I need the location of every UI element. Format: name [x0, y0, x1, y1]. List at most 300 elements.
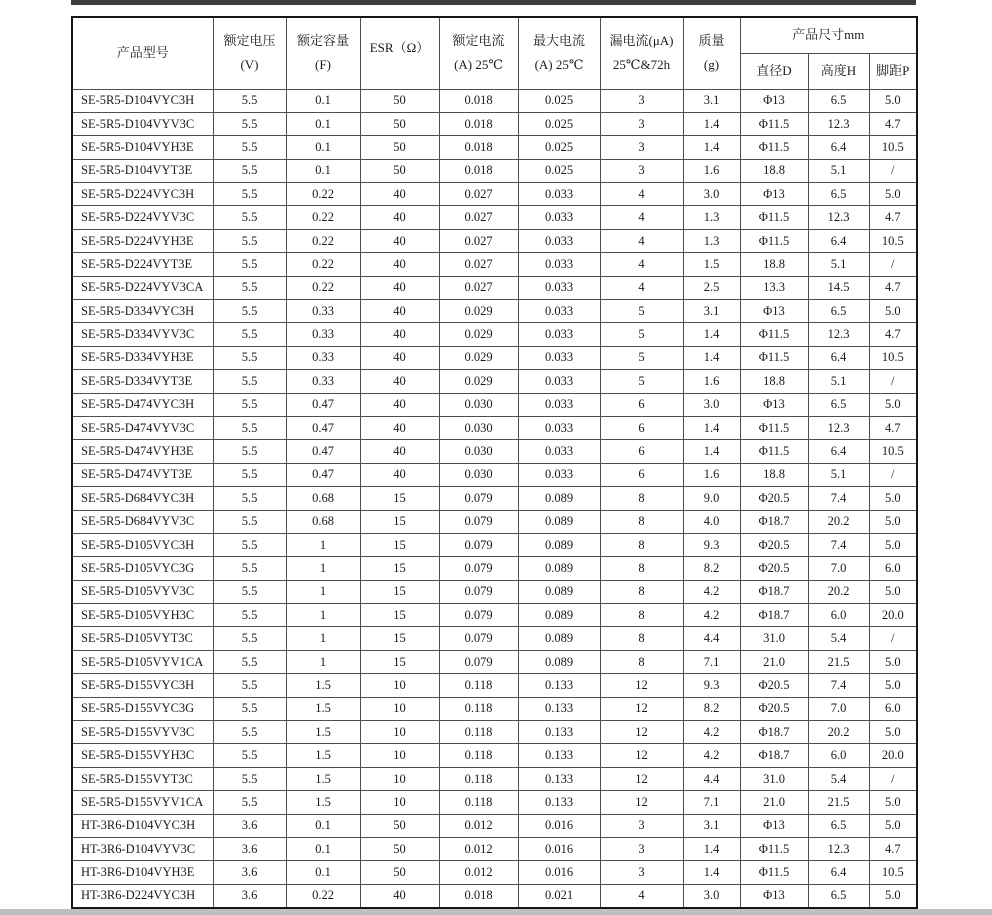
diameter-cell: Φ11.5 — [740, 112, 808, 135]
rated-current-cell: 0.029 — [439, 346, 518, 369]
esr-cell: 10 — [360, 744, 439, 767]
model-cell: SE-5R5-D155VYC3G — [72, 697, 213, 720]
rated-current-cell: 0.030 — [439, 393, 518, 416]
model-cell: SE-5R5-D224VYH3E — [72, 229, 213, 252]
max-current-cell: 0.033 — [518, 416, 600, 439]
mass-cell: 1.4 — [683, 346, 740, 369]
capacitance-cell: 1 — [286, 627, 360, 650]
height-cell: 7.0 — [808, 557, 869, 580]
mass-cell: 4.2 — [683, 721, 740, 744]
diameter-cell: 18.8 — [740, 253, 808, 276]
table-row — [72, 767, 917, 790]
rated-current-cell: 0.118 — [439, 697, 518, 720]
rated-current-cell: 0.079 — [439, 557, 518, 580]
table-row — [72, 229, 917, 252]
diameter-cell: Φ20.5 — [740, 697, 808, 720]
leakage-current-cell: 4 — [600, 884, 683, 907]
esr-cell: 50 — [360, 136, 439, 159]
model-cell: SE-5R5-D334VYC3H — [72, 300, 213, 323]
height-cell: 5.1 — [808, 253, 869, 276]
esr-cell: 40 — [360, 253, 439, 276]
mass-cell: 4.4 — [683, 767, 740, 790]
height-cell: 21.5 — [808, 791, 869, 814]
pin-pitch-cell: / — [869, 253, 917, 276]
spec-table-body — [72, 89, 917, 908]
diameter-cell: Φ11.5 — [740, 323, 808, 346]
model-cell: SE-5R5-D474VYH3E — [72, 440, 213, 463]
table-header — [72, 17, 917, 89]
rated-current-cell: 0.030 — [439, 416, 518, 439]
diameter-cell: Φ20.5 — [740, 674, 808, 697]
model-cell: SE-5R5-D474VYT3E — [72, 463, 213, 486]
capacitance-cell: 0.47 — [286, 440, 360, 463]
model-cell: SE-5R5-D155VYV1CA — [72, 791, 213, 814]
height-cell: 20.2 — [808, 721, 869, 744]
capacitance-cell: 1 — [286, 580, 360, 603]
leakage-current-cell: 8 — [600, 627, 683, 650]
capacitance-cell: 0.33 — [286, 370, 360, 393]
height-cell: 5.1 — [808, 370, 869, 393]
esr-cell: 15 — [360, 510, 439, 533]
esr-cell: 40 — [360, 229, 439, 252]
esr-cell: 10 — [360, 767, 439, 790]
capacitance-cell: 0.22 — [286, 884, 360, 907]
voltage-cell: 5.5 — [213, 721, 286, 744]
table-row — [72, 416, 917, 439]
header-leakage-current: 漏电流(μA) 25℃&72h — [600, 17, 683, 89]
capacitance-cell: 0.68 — [286, 487, 360, 510]
model-cell: SE-5R5-D155VYC3H — [72, 674, 213, 697]
model-cell: SE-5R5-D105VYH3C — [72, 604, 213, 627]
max-current-cell: 0.021 — [518, 884, 600, 907]
capacitance-cell: 1 — [286, 650, 360, 673]
table-row — [72, 487, 917, 510]
model-cell: HT-3R6-D104VYH3E — [72, 861, 213, 884]
leakage-current-cell: 3 — [600, 838, 683, 861]
model-cell: SE-5R5-D155VYV3C — [72, 721, 213, 744]
rated-current-cell: 0.118 — [439, 744, 518, 767]
pin-pitch-cell: / — [869, 767, 917, 790]
table-row — [72, 744, 917, 767]
pin-pitch-cell: / — [869, 370, 917, 393]
header-dimensions-group: 产品尺寸mm — [740, 17, 917, 53]
diameter-cell: Φ18.7 — [740, 510, 808, 533]
model-cell: SE-5R5-D104VYT3E — [72, 159, 213, 182]
mass-cell: 3.1 — [683, 89, 740, 112]
height-cell: 20.2 — [808, 510, 869, 533]
height-cell: 6.5 — [808, 300, 869, 323]
voltage-cell: 3.6 — [213, 861, 286, 884]
pin-pitch-cell: 5.0 — [869, 721, 917, 744]
voltage-cell: 5.5 — [213, 463, 286, 486]
max-current-cell: 0.033 — [518, 253, 600, 276]
pin-pitch-cell: 5.0 — [869, 884, 917, 907]
header-diameter: 直径D — [740, 53, 808, 89]
table-row — [72, 370, 917, 393]
model-cell: SE-5R5-D224VYV3CA — [72, 276, 213, 299]
max-current-cell: 0.133 — [518, 767, 600, 790]
model-cell: HT-3R6-D104VYC3H — [72, 814, 213, 837]
leakage-current-cell: 6 — [600, 463, 683, 486]
voltage-cell: 5.5 — [213, 650, 286, 673]
diameter-cell: 13.3 — [740, 276, 808, 299]
voltage-cell: 5.5 — [213, 604, 286, 627]
max-current-cell: 0.025 — [518, 136, 600, 159]
model-cell: SE-5R5-D334VYV3C — [72, 323, 213, 346]
diameter-cell: 21.0 — [740, 650, 808, 673]
rated-current-cell: 0.079 — [439, 487, 518, 510]
table-row — [72, 346, 917, 369]
rated-current-cell: 0.029 — [439, 300, 518, 323]
pin-pitch-cell: 10.5 — [869, 229, 917, 252]
voltage-cell: 5.5 — [213, 276, 286, 299]
max-current-cell: 0.089 — [518, 580, 600, 603]
height-cell: 6.0 — [808, 604, 869, 627]
mass-cell: 1.4 — [683, 838, 740, 861]
voltage-cell: 5.5 — [213, 627, 286, 650]
mass-cell: 3.0 — [683, 884, 740, 907]
voltage-cell: 5.5 — [213, 300, 286, 323]
mass-cell: 7.1 — [683, 791, 740, 814]
leakage-current-cell: 8 — [600, 487, 683, 510]
model-cell: SE-5R5-D155VYH3C — [72, 744, 213, 767]
rated-current-cell: 0.079 — [439, 580, 518, 603]
header-rated-current: 额定电流 (A) 25℃ — [439, 17, 518, 89]
esr-cell: 40 — [360, 206, 439, 229]
pin-pitch-cell: 5.0 — [869, 510, 917, 533]
max-current-cell: 0.089 — [518, 487, 600, 510]
capacitance-cell: 0.1 — [286, 861, 360, 884]
esr-cell: 40 — [360, 884, 439, 907]
mass-cell: 3.1 — [683, 300, 740, 323]
model-cell: SE-5R5-D104VYC3H — [72, 89, 213, 112]
diameter-cell: 18.8 — [740, 159, 808, 182]
leakage-current-cell: 12 — [600, 791, 683, 814]
max-current-cell: 0.025 — [518, 112, 600, 135]
esr-cell: 15 — [360, 580, 439, 603]
leakage-current-cell: 12 — [600, 674, 683, 697]
mass-cell: 1.4 — [683, 416, 740, 439]
table-row — [72, 300, 917, 323]
rated-current-cell: 0.118 — [439, 791, 518, 814]
rated-current-cell: 0.018 — [439, 136, 518, 159]
table-row — [72, 557, 917, 580]
esr-cell: 10 — [360, 721, 439, 744]
pin-pitch-cell: 5.0 — [869, 791, 917, 814]
table-row — [72, 253, 917, 276]
max-current-cell: 0.089 — [518, 533, 600, 556]
capacitance-cell: 0.22 — [286, 206, 360, 229]
capacitance-cell: 0.33 — [286, 346, 360, 369]
mass-cell: 2.5 — [683, 276, 740, 299]
capacitance-cell: 0.33 — [286, 300, 360, 323]
rated-current-cell: 0.079 — [439, 650, 518, 673]
rated-current-cell: 0.027 — [439, 206, 518, 229]
capacitance-cell: 1.5 — [286, 721, 360, 744]
mass-cell: 1.4 — [683, 323, 740, 346]
leakage-current-cell: 5 — [600, 370, 683, 393]
voltage-cell: 5.5 — [213, 791, 286, 814]
max-current-cell: 0.089 — [518, 627, 600, 650]
leakage-current-cell: 6 — [600, 416, 683, 439]
pin-pitch-cell: 5.0 — [869, 814, 917, 837]
table-row — [72, 580, 917, 603]
leakage-current-cell: 5 — [600, 323, 683, 346]
max-current-cell: 0.133 — [518, 697, 600, 720]
header-rated-voltage: 额定电压 (V) — [213, 17, 286, 89]
model-cell: HT-3R6-D224VYC3H — [72, 884, 213, 907]
mass-cell: 1.6 — [683, 159, 740, 182]
voltage-cell: 5.5 — [213, 346, 286, 369]
esr-cell: 15 — [360, 650, 439, 673]
voltage-cell: 5.5 — [213, 112, 286, 135]
voltage-cell: 5.5 — [213, 159, 286, 182]
model-cell: SE-5R5-D105VYC3H — [72, 533, 213, 556]
max-current-cell: 0.033 — [518, 440, 600, 463]
capacitance-cell: 0.68 — [286, 510, 360, 533]
max-current-cell: 0.025 — [518, 159, 600, 182]
pin-pitch-cell: 5.0 — [869, 674, 917, 697]
pin-pitch-cell: 5.0 — [869, 393, 917, 416]
rated-current-cell: 0.027 — [439, 276, 518, 299]
mass-cell: 4.0 — [683, 510, 740, 533]
max-current-cell: 0.033 — [518, 370, 600, 393]
mass-cell: 3.0 — [683, 393, 740, 416]
height-cell: 6.5 — [808, 884, 869, 907]
rated-current-cell: 0.018 — [439, 884, 518, 907]
max-current-cell: 0.089 — [518, 510, 600, 533]
model-cell: SE-5R5-D104VYV3C — [72, 112, 213, 135]
header-esr: ESR（Ω） — [360, 17, 439, 89]
height-cell: 5.4 — [808, 627, 869, 650]
mass-cell: 8.2 — [683, 697, 740, 720]
esr-cell: 10 — [360, 674, 439, 697]
capacitance-cell: 1 — [286, 604, 360, 627]
leakage-current-cell: 8 — [600, 557, 683, 580]
height-cell: 6.5 — [808, 89, 869, 112]
max-current-cell: 0.033 — [518, 300, 600, 323]
height-cell: 5.1 — [808, 463, 869, 486]
mass-cell: 1.4 — [683, 136, 740, 159]
esr-cell: 50 — [360, 159, 439, 182]
rated-current-cell: 0.079 — [439, 510, 518, 533]
height-cell: 12.3 — [808, 112, 869, 135]
voltage-cell: 5.5 — [213, 136, 286, 159]
voltage-cell: 5.5 — [213, 370, 286, 393]
model-cell: SE-5R5-D105VYT3C — [72, 627, 213, 650]
diameter-cell: Φ11.5 — [740, 440, 808, 463]
height-cell: 6.5 — [808, 183, 869, 206]
height-cell: 6.5 — [808, 814, 869, 837]
height-cell: 12.3 — [808, 838, 869, 861]
leakage-current-cell: 5 — [600, 300, 683, 323]
voltage-cell: 5.5 — [213, 674, 286, 697]
model-cell: SE-5R5-D684VYV3C — [72, 510, 213, 533]
pin-pitch-cell: / — [869, 463, 917, 486]
esr-cell: 40 — [360, 276, 439, 299]
voltage-cell: 5.5 — [213, 229, 286, 252]
esr-cell: 40 — [360, 323, 439, 346]
diameter-cell: Φ20.5 — [740, 557, 808, 580]
capacitance-cell: 0.1 — [286, 159, 360, 182]
table-row — [72, 136, 917, 159]
model-cell: HT-3R6-D104VYV3C — [72, 838, 213, 861]
header-height: 高度H — [808, 53, 869, 89]
mass-cell: 4.2 — [683, 580, 740, 603]
table-row — [72, 627, 917, 650]
max-current-cell: 0.033 — [518, 229, 600, 252]
esr-cell: 15 — [360, 557, 439, 580]
header-model: 产品型号 — [72, 17, 213, 89]
diameter-cell: Φ20.5 — [740, 487, 808, 510]
max-current-cell: 0.133 — [518, 721, 600, 744]
product-spec-table — [71, 16, 918, 909]
rated-current-cell: 0.118 — [439, 721, 518, 744]
voltage-cell: 5.5 — [213, 557, 286, 580]
mass-cell: 4.2 — [683, 744, 740, 767]
height-cell: 6.4 — [808, 861, 869, 884]
max-current-cell: 0.133 — [518, 674, 600, 697]
table-row — [72, 838, 917, 861]
diameter-cell: Φ11.5 — [740, 136, 808, 159]
diameter-cell: Φ11.5 — [740, 838, 808, 861]
max-current-cell: 0.089 — [518, 557, 600, 580]
leakage-current-cell: 6 — [600, 440, 683, 463]
leakage-current-cell: 3 — [600, 861, 683, 884]
pin-pitch-cell: 10.5 — [869, 136, 917, 159]
model-cell: SE-5R5-D155VYT3C — [72, 767, 213, 790]
max-current-cell: 0.016 — [518, 838, 600, 861]
mass-cell: 1.6 — [683, 463, 740, 486]
model-cell: SE-5R5-D224VYC3H — [72, 183, 213, 206]
model-cell: SE-5R5-D474VYC3H — [72, 393, 213, 416]
height-cell: 7.0 — [808, 697, 869, 720]
max-current-cell: 0.033 — [518, 346, 600, 369]
diameter-cell: Φ20.5 — [740, 533, 808, 556]
esr-cell: 15 — [360, 627, 439, 650]
mass-cell: 3.0 — [683, 183, 740, 206]
header-rated-capacitance: 额定容量 (F) — [286, 17, 360, 89]
table-row — [72, 276, 917, 299]
table-row — [72, 206, 917, 229]
max-current-cell: 0.089 — [518, 650, 600, 673]
esr-cell: 50 — [360, 838, 439, 861]
height-cell: 6.4 — [808, 229, 869, 252]
max-current-cell: 0.089 — [518, 604, 600, 627]
voltage-cell: 5.5 — [213, 89, 286, 112]
model-cell: SE-5R5-D684VYC3H — [72, 487, 213, 510]
pin-pitch-cell: / — [869, 159, 917, 182]
esr-cell: 40 — [360, 183, 439, 206]
leakage-current-cell: 5 — [600, 346, 683, 369]
rated-current-cell: 0.118 — [439, 674, 518, 697]
rated-current-cell: 0.018 — [439, 89, 518, 112]
height-cell: 6.4 — [808, 136, 869, 159]
bottom-page-strip — [0, 909, 992, 915]
max-current-cell: 0.016 — [518, 861, 600, 884]
capacitance-cell: 1.5 — [286, 697, 360, 720]
capacitance-cell: 0.1 — [286, 838, 360, 861]
table-row — [72, 159, 917, 182]
leakage-current-cell: 3 — [600, 814, 683, 837]
max-current-cell: 0.033 — [518, 393, 600, 416]
height-cell: 7.4 — [808, 487, 869, 510]
pin-pitch-cell: 4.7 — [869, 206, 917, 229]
max-current-cell: 0.033 — [518, 183, 600, 206]
capacitance-cell: 0.33 — [286, 323, 360, 346]
mass-cell: 1.5 — [683, 253, 740, 276]
voltage-cell: 5.5 — [213, 206, 286, 229]
table-row — [72, 697, 917, 720]
table-row — [72, 183, 917, 206]
diameter-cell: Φ11.5 — [740, 346, 808, 369]
esr-cell: 50 — [360, 112, 439, 135]
mass-cell: 1.4 — [683, 112, 740, 135]
diameter-cell: Φ13 — [740, 884, 808, 907]
diameter-cell: Φ11.5 — [740, 229, 808, 252]
voltage-cell: 5.5 — [213, 767, 286, 790]
model-cell: SE-5R5-D224VYV3C — [72, 206, 213, 229]
rated-current-cell: 0.012 — [439, 838, 518, 861]
table-row — [72, 533, 917, 556]
mass-cell: 1.6 — [683, 370, 740, 393]
max-current-cell: 0.033 — [518, 323, 600, 346]
pin-pitch-cell: 4.7 — [869, 276, 917, 299]
pin-pitch-cell: 5.0 — [869, 487, 917, 510]
height-cell: 12.3 — [808, 416, 869, 439]
esr-cell: 15 — [360, 604, 439, 627]
pin-pitch-cell: 4.7 — [869, 838, 917, 861]
capacitance-cell: 1 — [286, 533, 360, 556]
leakage-current-cell: 12 — [600, 697, 683, 720]
pin-pitch-cell: 5.0 — [869, 89, 917, 112]
capacitance-cell: 1.5 — [286, 767, 360, 790]
mass-cell: 9.3 — [683, 674, 740, 697]
mass-cell: 1.4 — [683, 861, 740, 884]
voltage-cell: 3.6 — [213, 838, 286, 861]
rated-current-cell: 0.030 — [439, 440, 518, 463]
pin-pitch-cell: / — [869, 627, 917, 650]
capacitance-cell: 1.5 — [286, 674, 360, 697]
esr-cell: 40 — [360, 300, 439, 323]
height-cell: 20.2 — [808, 580, 869, 603]
pin-pitch-cell: 6.0 — [869, 697, 917, 720]
diameter-cell: Φ11.5 — [740, 861, 808, 884]
esr-cell: 15 — [360, 533, 439, 556]
model-cell: SE-5R5-D104VYH3E — [72, 136, 213, 159]
pin-pitch-cell: 20.0 — [869, 744, 917, 767]
mass-cell: 8.2 — [683, 557, 740, 580]
rated-current-cell: 0.027 — [439, 229, 518, 252]
esr-cell: 40 — [360, 440, 439, 463]
pin-pitch-cell: 10.5 — [869, 440, 917, 463]
mass-cell: 1.4 — [683, 440, 740, 463]
table-row — [72, 650, 917, 673]
diameter-cell: 21.0 — [740, 791, 808, 814]
height-cell: 7.4 — [808, 533, 869, 556]
table-row — [72, 463, 917, 486]
esr-cell: 40 — [360, 393, 439, 416]
leakage-current-cell: 4 — [600, 276, 683, 299]
leakage-current-cell: 8 — [600, 604, 683, 627]
mass-cell: 1.3 — [683, 229, 740, 252]
diameter-cell: 31.0 — [740, 767, 808, 790]
leakage-current-cell: 3 — [600, 112, 683, 135]
leakage-current-cell: 6 — [600, 393, 683, 416]
table-row — [72, 510, 917, 533]
mass-cell: 9.3 — [683, 533, 740, 556]
capacitance-cell: 0.1 — [286, 112, 360, 135]
